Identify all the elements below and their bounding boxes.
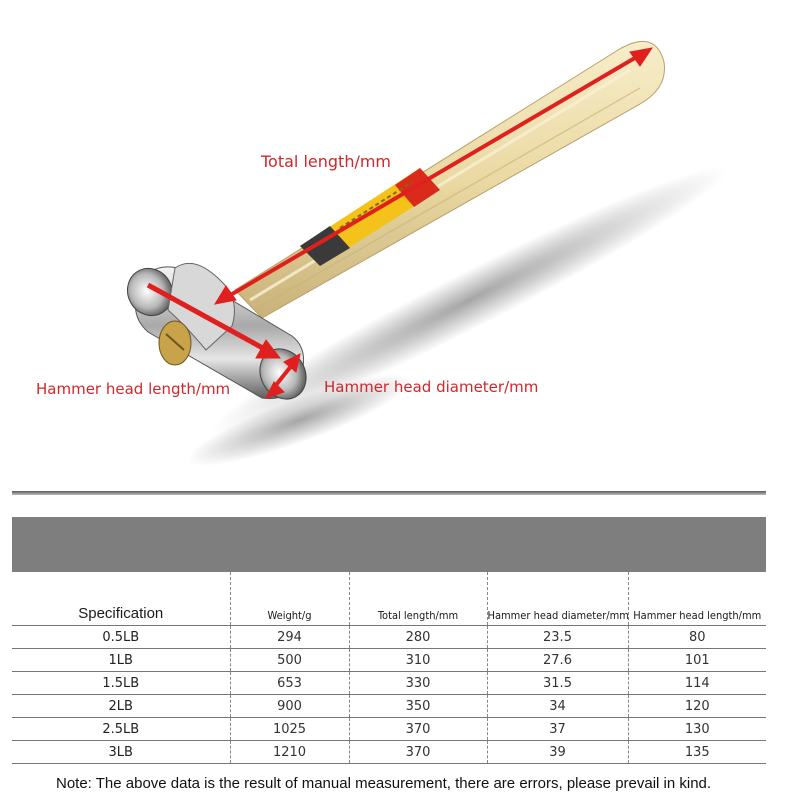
column-header-specification: Specification <box>78 605 164 622</box>
wooden-handle <box>235 41 665 318</box>
cell-head-length: 130 <box>628 718 766 741</box>
table-header-banner <box>12 517 766 572</box>
cell-head-diameter: 31.5 <box>487 672 628 695</box>
head-length-label: Hammer head length/mm <box>36 380 231 398</box>
cell-total-length: 370 <box>349 741 487 764</box>
cell-total-length: 280 <box>349 626 487 649</box>
table-row <box>12 695 766 718</box>
cell-weight: 653 <box>230 672 349 695</box>
cell-head-diameter: 39 <box>487 741 628 764</box>
column-header-weight: Weight/g <box>230 572 349 626</box>
cell-head-diameter: 34 <box>487 695 628 718</box>
cell-specification: 1LB <box>12 649 230 672</box>
cell-head-length: 80 <box>628 626 766 649</box>
table-row <box>12 718 766 741</box>
column-header-total-length: Total length/mm <box>349 572 487 626</box>
column-header-head-diameter: Hammer head diameter/mm <box>487 572 628 626</box>
cell-specification: 3LB <box>12 741 230 764</box>
table-row <box>12 649 766 672</box>
cell-head-length: 120 <box>628 695 766 718</box>
cell-specification: 0.5LB <box>12 626 230 649</box>
cell-weight: 294 <box>230 626 349 649</box>
table-header-row <box>12 572 766 626</box>
table-row <box>12 741 766 764</box>
column-header-head-length: Hammer head length/mm <box>628 572 766 626</box>
cell-head-length: 135 <box>628 741 766 764</box>
cell-head-length: 101 <box>628 649 766 672</box>
cell-specification: 2.5LB <box>12 718 230 741</box>
specification-table <box>12 572 766 764</box>
cell-head-diameter: 37 <box>487 718 628 741</box>
cell-specification: 2LB <box>12 695 230 718</box>
cell-total-length: 310 <box>349 649 487 672</box>
head-diameter-label: Hammer head diameter/mm <box>324 378 539 396</box>
cell-weight: 1025 <box>230 718 349 741</box>
cell-total-length: 370 <box>349 718 487 741</box>
cell-weight: 500 <box>230 649 349 672</box>
cell-head-diameter: 27.6 <box>487 649 628 672</box>
table-row <box>12 672 766 695</box>
cell-total-length: 350 <box>349 695 487 718</box>
total-length-label: Total length/mm <box>261 152 392 171</box>
cell-head-diameter: 23.5 <box>487 626 628 649</box>
cell-weight: 1210 <box>230 741 349 764</box>
section-divider <box>12 491 766 495</box>
measurement-note: Note: The above data is the result of manual measurement, there are errors, please prevail in kind. <box>56 775 712 792</box>
cell-weight: 900 <box>230 695 349 718</box>
table-row <box>12 626 766 649</box>
cell-total-length: 330 <box>349 672 487 695</box>
cell-specification: 1.5LB <box>12 672 230 695</box>
cell-head-length: 114 <box>628 672 766 695</box>
